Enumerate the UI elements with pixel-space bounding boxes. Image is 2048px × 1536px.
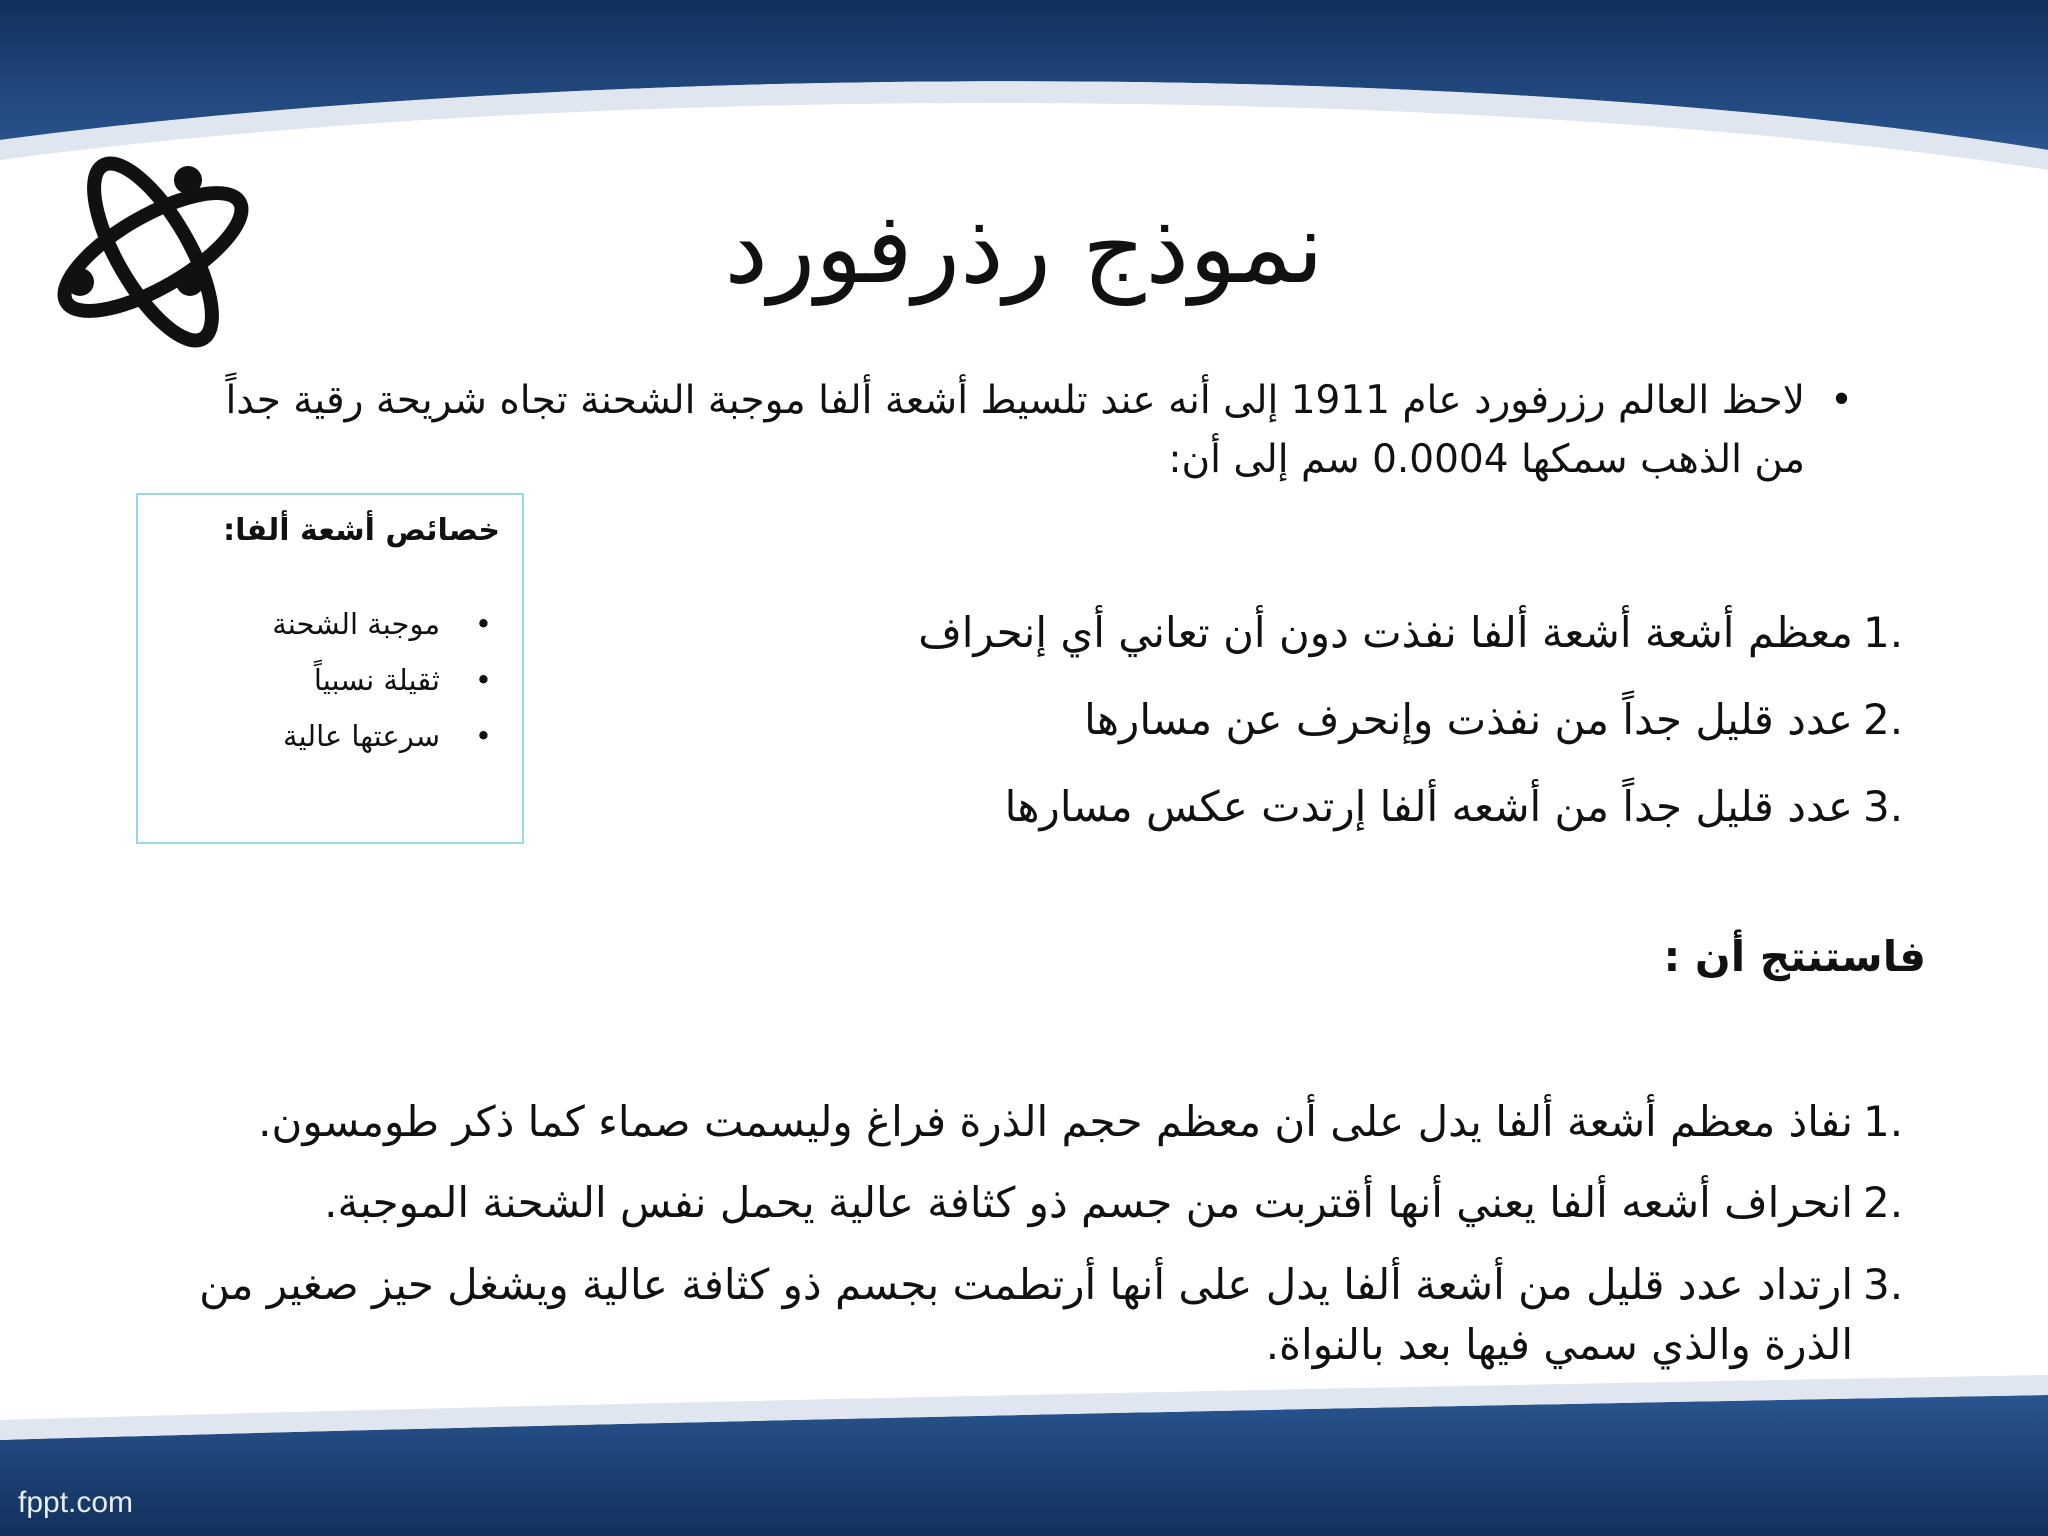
list-item: [160, 652, 492, 708]
list-item-text: عدد قليل جداً من نفذت وإنحرف عن مسارها: [1084, 694, 1853, 744]
list-item-text: معظم أشعة أشعة ألفا نفذت دون أن تعاني أي إنحراف: [918, 608, 1853, 657]
list-item-text: انحراف أشعه ألفا يعني أنها أقتربت من جسم ذو كثافة عالية يحمل نفس الشحنة الموجبة.: [324, 1177, 1853, 1227]
footer-watermark: fppt.com: [18, 1486, 134, 1519]
item-number: 1.: [1863, 1097, 1904, 1146]
observations-list: [753, 604, 1904, 864]
bullet-icon: •: [474, 663, 492, 697]
list-item: [753, 778, 1904, 837]
list-item: [153, 1255, 1904, 1377]
item-number: 1.: [1863, 608, 1904, 657]
atom-icon: [48, 142, 268, 362]
list-item-text: نفاذ معظم أشعة ألفا يدل على أن معظم حجم الذرة فراغ وليسمت صماء كما ذكر طومسون.: [258, 1097, 1853, 1146]
intro-text: لاحظ العالم رزرفورد عام 1911 إلى أنه عند تلسيط أشعة ألفا موجبة الشحنة تجاه شريحة رقية جداً من الذهب سمكها 0.0004 سم إلى أن:: [225, 378, 1805, 482]
item-number: 3.: [1863, 1259, 1904, 1309]
conclusions-list: [153, 1093, 1904, 1398]
intro-bullet: •: [1829, 378, 1853, 423]
alpha-properties-box: [136, 493, 524, 844]
list-item-text: موجبة الشحنة: [272, 607, 440, 641]
alpha-properties-list: [160, 596, 500, 764]
list-item: [160, 708, 492, 764]
item-number: 3.: [1863, 781, 1904, 831]
list-item: [753, 604, 1904, 663]
list-item: [153, 1093, 1904, 1152]
item-number: 2.: [1863, 694, 1904, 744]
conclusion-label: فاستنتج أن :: [1663, 932, 1926, 981]
list-item: [153, 1174, 1904, 1233]
bullet-icon: •: [474, 607, 492, 641]
intro-paragraph: [163, 372, 1853, 489]
list-item-text: ارتداد عدد قليل من أشعة ألفا يدل على أنها أرتطمت بجسم ذو كثافة عالية ويشغل حيز صغير من الذرة والذي سمي فيها بعد بالنواة.: [199, 1259, 1853, 1370]
item-number: 2.: [1863, 1177, 1904, 1227]
list-item-text: عدد قليل جداً من أشعه ألفا إرتدت عكس مسارها: [1004, 781, 1853, 831]
list-item-text: سرعتها عالية: [282, 719, 440, 753]
page-title: نموذج رذرفورد: [724, 191, 1324, 306]
bullet-icon: •: [474, 719, 492, 753]
alpha-properties-heading: خصائص أشعة ألفا:: [223, 513, 500, 548]
list-item: [753, 691, 1904, 750]
list-item: [160, 596, 492, 652]
list-item-text: ثقيلة نسبياً: [313, 663, 440, 697]
